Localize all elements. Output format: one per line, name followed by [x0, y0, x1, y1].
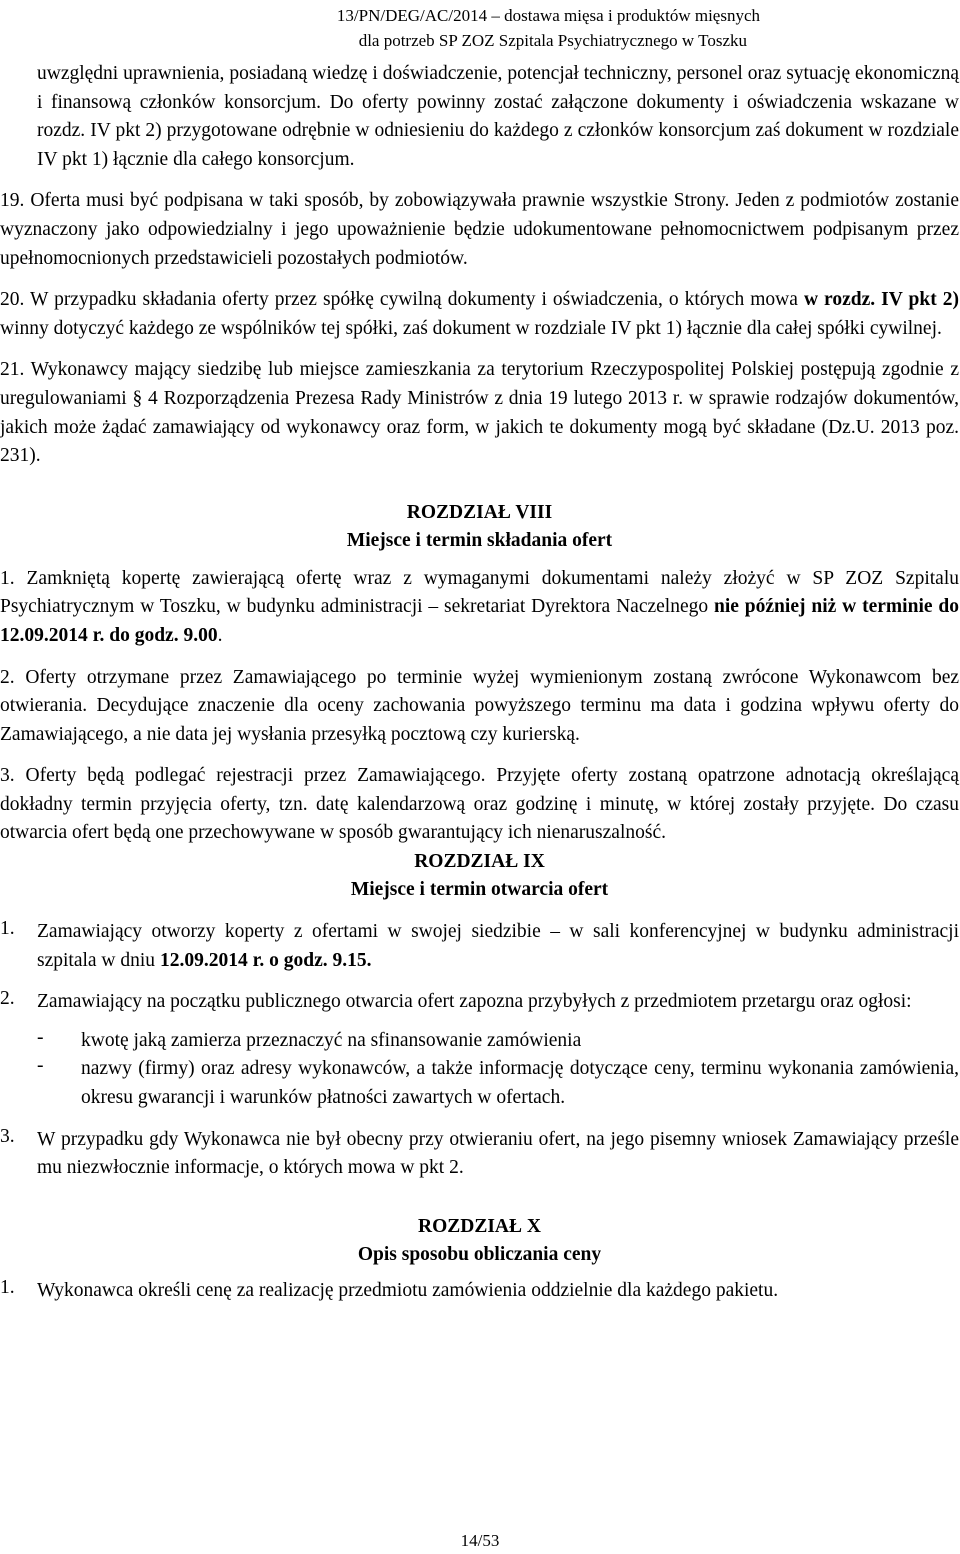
header-line-2: dla potrzeb SP ZOZ Szpitala Psychiatrycznego w Toszku: [358, 31, 747, 50]
paragraph-20: 20. W przypadku składania oferty przez spółkę cywilną dokumenty i oświadczenia, o których mowa w rozdz. IV pkt 2) winny dotyczyć każdego ze wspólników tej spółki, zaś dokument w rozdziale IV pkt 1) łącznie dla całej spółki cywilnej.: [0, 289, 959, 339]
chapter-8-title: ROZDZIAŁ VIII: [406, 501, 553, 523]
chapter-9-dash-item-1: - kwotę jaką zamierza przeznaczyć na sfinansowanie zamówienia: [37, 1026, 582, 1051]
chapter-10-heading: [0, 1213, 959, 1269]
chapter-10-item-1: 1. Wykonawca określi cenę za realizację przedmiotu zamówienia oddzielnie dla każdego pakietu.: [0, 1276, 779, 1301]
chapter-9-item-2: 2. Zamawiający na początku publicznego otwarcia ofert zapozna przybyłych z przedmiotem przetargu oraz ogłosi:: [0, 988, 912, 1013]
paragraph-19: 19. Oferta musi być podpisana w taki sposób, by zobowiązywała prawnie wszystkie Strony. Jeden z podmiotów zostanie wyznaczony jako odpowiedzialny i jego upoważnienie będzie udokumentowane pełnomocnictwem podpisanym przez upełnomocnionych przedstawicieli pozostałych podmiotów.: [0, 190, 959, 269]
header-line-1: 13/PN/DEG/AC/2014 – dostawa mięsa i produktów mięsnych: [336, 6, 760, 25]
chapter-9-title: ROZDZIAŁ IX: [414, 851, 545, 873]
document-body: [0, 60, 959, 1305]
chapter-8-heading: [0, 499, 959, 555]
chapter-10-subtitle: Opis sposobu obliczania ceny: [357, 1243, 602, 1265]
chapter-8-item-3: 3. Oferty będą podlegać rejestracji przez Zamawiającego. Przyjęte oferty zostaną opatrzone adnotacją określającą dokładny termin przyjęcia oferty, tzn. datę kalendarzową oraz godzinę i minutę, w której zostały przyjęte. Do czasu otwarcia ofert będą one przechowywane w sposób gwarantujący ich nienaruszalność.: [0, 765, 959, 844]
paragraph-intro: uwzględni uprawnienia, posiadaną wiedzę i doświadczenie, potencjał techniczny, personel oraz sytuację ekonomiczną i finansową członków konsorcjum. Do oferty powinny zostać załączone dokumenty i oświadczenia wskazane w rozdz. IV pkt 2) przygotowane odrębnie w odniesieniu do każdego z członków konsorcjum zaś dokument w rozdziale IV pkt 1) łącznie dla całego konsorcjum.: [37, 63, 959, 170]
chapter-10-title: ROZDZIAŁ X: [418, 1215, 541, 1237]
chapter-8-item-2: 2. Oferty otrzymane przez Zamawiającego po terminie wyżej wymienionym zostaną zwrócone Wykonawcom bez otwierania. Decydujące znaczenie dla oceny zachowania powyższego terminu ma data i godzina wpływu oferty do Zamawiającego, a nie data jej wysłania przesyłką pocztową czy kurierską.: [0, 666, 959, 745]
page-number: 14/53: [460, 1531, 500, 1550]
chapter-9-item-1: 1. Zamawiający otworzy koperty z ofertami w swojej siedzibie – w sali konferencyjnej w budynku administracji szpitala w dniu 12.09.2014 r. o godz. 9.15.: [0, 918, 959, 971]
paragraph-21: 21. Wykonawcy mający siedzibę lub miejsce zamieszkania za terytorium Rzeczypospolitej Polskiej postępują zgodnie z uregulowaniami § 4 Rozporządzenia Prezesa Rady Ministrów z dnia 19 lutego 2013 r. w sprawie rodzajów dokumentów, jakich może żądać zamawiający od wykonawcy oraz form, w jakich te dokumenty mogą być składane (Dz.U. 2013 poz. 231).: [0, 359, 959, 467]
chapter-9-item-3: 3. W przypadku gdy Wykonawca nie był obecny przy otwieraniu ofert, na jego pisemny wniosek Zamawiający prześle mu niezwłocznie informacje, o których mowa w pkt 2.: [0, 1125, 959, 1179]
chapter-9-dash-item-2: - nazwy (firmy) oraz adresy wykonawców, a także informację dotyczące ceny, terminu wykonania zamówienia, okresu gwarancji i warunków płatności zawartych w ofertach.: [37, 1055, 959, 1109]
page-header: [0, 3, 960, 53]
chapter-8-subtitle: Miejsce i termin składania ofert: [346, 529, 613, 551]
chapter-9-heading: [0, 848, 959, 904]
chapter-9-subtitle: Miejsce i termin otwarcia ofert: [350, 879, 609, 901]
chapter-8-item-1: 1. Zamkniętą kopertę zawierającą ofertę wraz z wymaganymi dokumentami należy złożyć w SP ZOZ Szpitalu Psychiatrycznym w Toszku, w budynku administracji – sekretariat Dyrektora Naczelnego nie później niż w terminie do 12.09.2014 r. do godz. 9.00.: [0, 567, 959, 646]
